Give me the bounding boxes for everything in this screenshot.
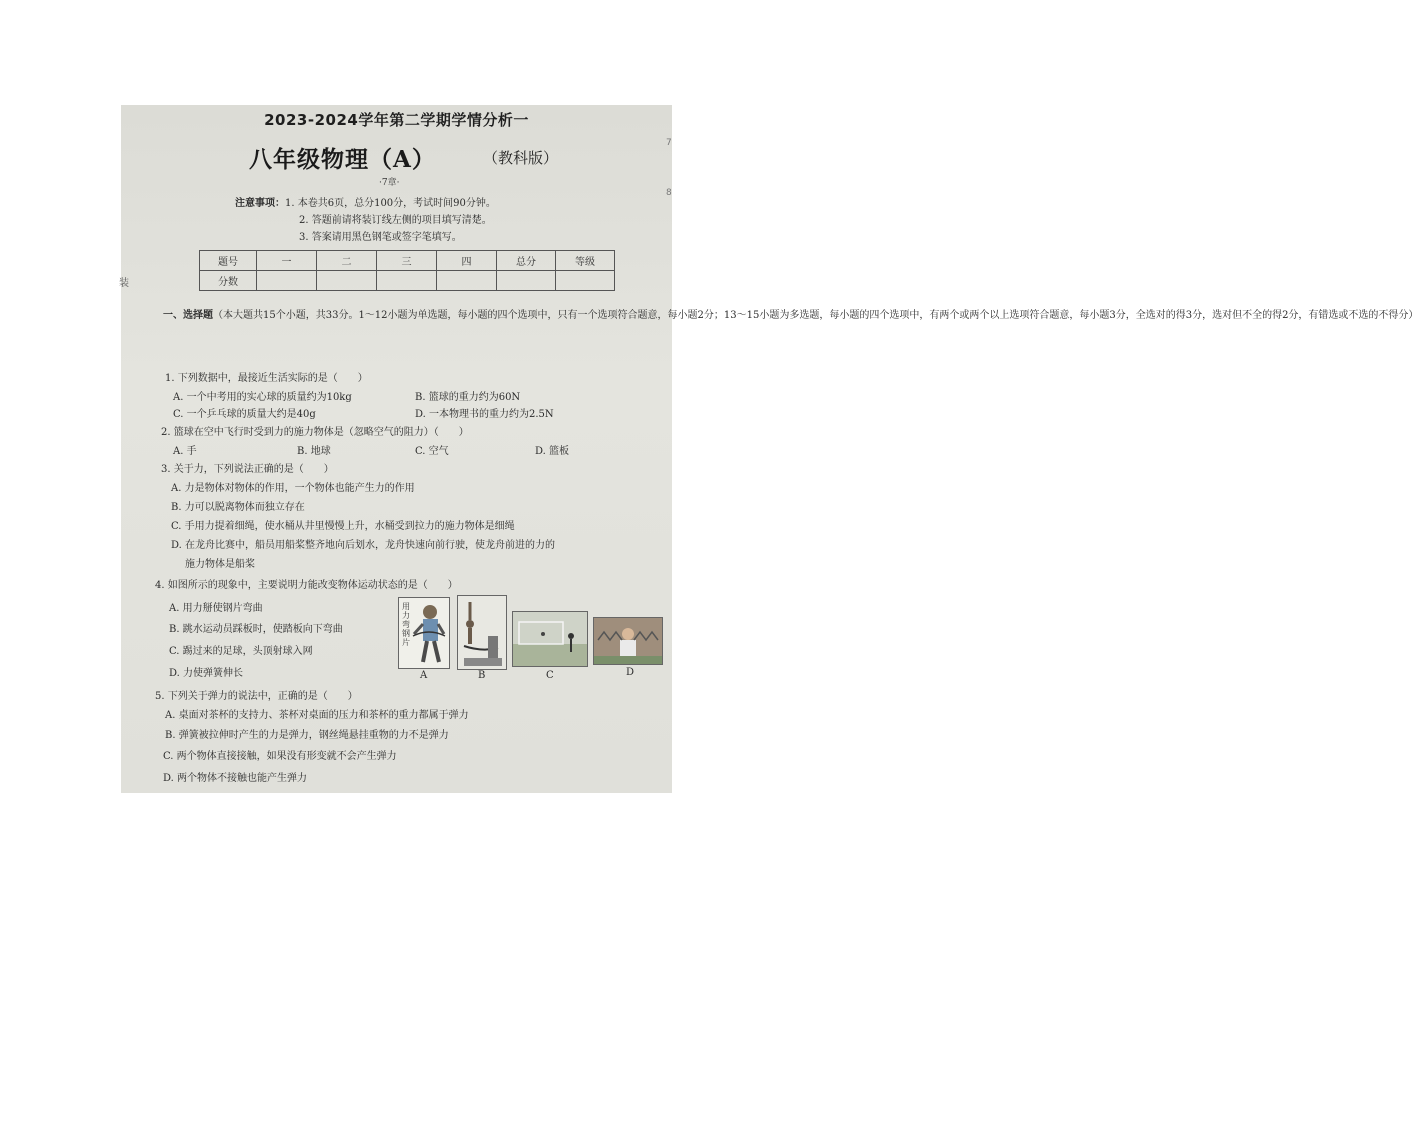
score-table-row [200, 271, 615, 291]
edition-label: （教科版） [483, 149, 559, 167]
boy-bending-steel-icon [399, 598, 449, 668]
option: A. 桌面对茶杯的支持力、茶杯对桌面的压力和茶杯的重力都属于弹力 [165, 710, 469, 721]
exam-title: 2023-2024学年第二学期学情分析一 [264, 111, 529, 129]
question-stem: 1. 下列数据中，最接近生活实际的是（ ） [165, 373, 368, 384]
binding-line-mark: 装 [119, 278, 129, 289]
option: A. 力是物体对物体的作用，一个物体也能产生力的作用 [171, 483, 415, 494]
option: C. 踢过来的足球，头顶射球入网 [169, 646, 313, 657]
option: B. 力可以脱离物体而独立存在 [171, 502, 305, 513]
option: A. 一个中考用的实心球的质量约为10kg [173, 392, 352, 403]
option: A. 手 [173, 446, 197, 457]
figure-label-b: B [478, 670, 486, 681]
note-item: 1. 本卷共6页，总分100分，考试时间90分钟。 [285, 198, 496, 209]
figure-b [457, 595, 507, 670]
diver-springboard-icon [458, 596, 506, 669]
edge-mark: 7 [666, 138, 672, 148]
option: A. 用力掰使钢片弯曲 [169, 603, 263, 614]
option: D. 力使弹簧伸长 [169, 668, 244, 679]
score-entry [377, 271, 437, 291]
score-cell: 二 [317, 251, 377, 271]
score-cell: 四 [437, 251, 497, 271]
note-item: 2. 答题前请将装订线左侧的项目填写清楚。 [299, 215, 492, 226]
figure-label-d: D [626, 667, 635, 678]
score-entry [257, 271, 317, 291]
option: B. 跳水运动员踩板时，使踏板向下弯曲 [169, 624, 343, 635]
option-continued: 施力物体是船桨 [185, 559, 255, 570]
option: D. 两个物体不接触也能产生弹力 [163, 773, 308, 784]
score-cell: 三 [377, 251, 437, 271]
note-item: 3. 答案请用黑色钢笔或签字笔填写。 [299, 232, 462, 243]
edge-mark: 8 [666, 188, 672, 198]
score-cell: 分数 [200, 271, 257, 291]
figure-label-c: C [546, 670, 554, 681]
question-stem: 3. 关于力，下列说法正确的是（ ） [161, 464, 334, 475]
score-cell: 总分 [497, 251, 556, 271]
question-stem: 2. 篮球在空中飞行时受到力的施力物体是（忽略空气的阻力）（ ） [161, 427, 469, 438]
score-entry [437, 271, 497, 291]
figure-a-caption: 用力弯钢片 [402, 602, 410, 647]
exam-photo [121, 105, 1418, 793]
notes-label: 注意事项： [235, 198, 285, 209]
option: D. 一本物理书的重力约为2.5N [415, 409, 554, 420]
score-entry [556, 271, 615, 291]
score-cell: 题号 [200, 251, 257, 271]
score-cell: 一 [257, 251, 317, 271]
option: D. 在龙舟比赛中，船员用船桨整齐地向后划水，龙舟快速向前行驶，使龙舟前进的力的 [171, 540, 556, 551]
score-table-header-row [200, 251, 615, 271]
option: B. 地球 [297, 446, 331, 457]
score-entry [317, 271, 377, 291]
subject-title: 八年级物理（A） [249, 146, 436, 173]
option: C. 手用力提着细绳，使水桶从井里慢慢上升，水桶受到拉力的施力物体是细绳 [171, 521, 515, 532]
question-stem: 5. 下列关于弹力的说法中，正确的是（ ） [155, 691, 358, 702]
option: C. 空气 [415, 446, 449, 457]
figure-d [593, 617, 663, 665]
option: B. 弹簧被拉伸时产生的力是弹力，钢丝绳悬挂重物的力不是弹力 [165, 730, 449, 741]
spring-stretch-icon [594, 618, 662, 664]
section-title: 一、选择题 [163, 310, 213, 321]
exam-notes [235, 195, 496, 246]
option: C. 一个乒乓球的质量大约是40g [173, 409, 316, 420]
option: C. 两个物体直接接触，如果没有形变就不会产生弹力 [163, 751, 397, 762]
score-cell: 等级 [556, 251, 615, 271]
section-desc: （本大题共15个小题，共33分。1～12小题为单选题，每小题的四个选项中，只有一个选项符合题意，每小题2分；13～15小题为多选题，每小题的四个选项中，有两个或两个以上选项符合题意，每小题3分，全选对的得3分，选对但不全的得2分，有错选或不选的不得分） [213, 310, 1418, 321]
option: D. 篮板 [535, 446, 570, 457]
score-table [199, 250, 615, 291]
question-stem: 4. 如图所示的现象中，主要说明力能改变物体运动状态的是（ ） [155, 580, 458, 591]
figure-a [398, 597, 450, 669]
score-entry [497, 271, 556, 291]
chapter-label: ·7章· [379, 178, 400, 188]
soccer-header-icon [513, 612, 587, 666]
figure-c [512, 611, 588, 667]
option: B. 篮球的重力约为60N [415, 392, 521, 403]
figure-label-a: A [420, 670, 428, 681]
section-instructions [163, 308, 1418, 324]
